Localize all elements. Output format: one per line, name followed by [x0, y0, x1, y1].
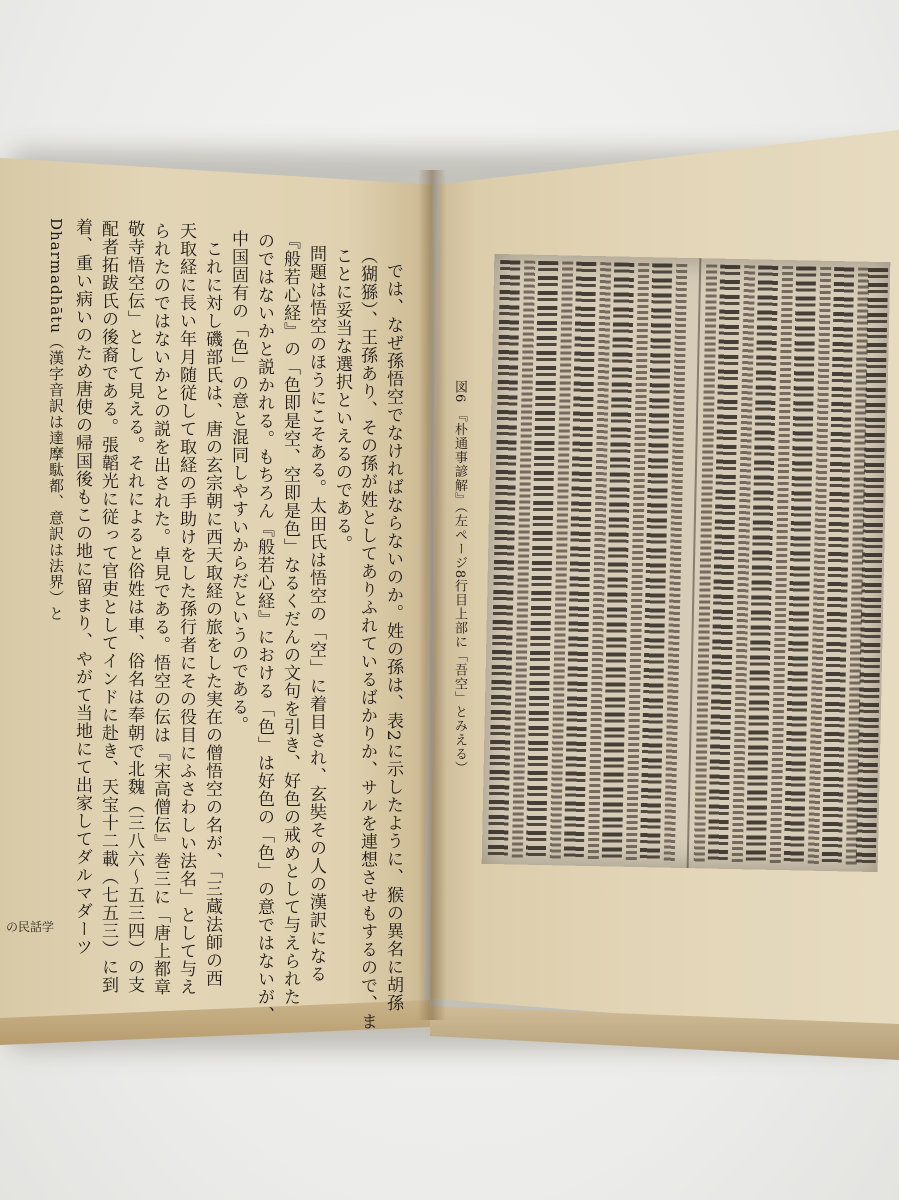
text-column: 『般若心経』の「色即是空、空即是色」なるくだんの文句を引き、好色の戒めとして与えられた: [280, 232, 300, 1006]
text-column: 敬寺悟空伝」として見える。それによると俗姓は車、俗名は奉朝で北魏（三八六〜五三四）の支: [124, 220, 144, 994]
text-column: これに対し磯部氏は、唐の玄宗朝に西天取経の旅をした実在の僧悟空の名が、「三蔵法師の西: [202, 240, 222, 988]
text-column: Dharmadhātu（漢字音訳は達摩駄都、意訳は法界）と: [47, 218, 65, 622]
text-column: 中国固有の「色」の意と混同しやすいからだというのである。: [228, 230, 248, 734]
text-column: 配者拓跋氏の後裔である。張韜光に従って官吏としてインドに赴き、天宝十二載（七五三）に到: [98, 220, 118, 994]
text-column: ことに妥当な選択といえるのである。: [332, 247, 352, 553]
text-column: 問題は悟空のほうにこそある。太田氏は悟空の「空」に着目され、玄奘その人の漢訳になる: [306, 245, 326, 983]
text-column: られたのではないかとの説を出された。卓見である。悟空の伝は『宋高僧伝』巻三に「唐上都章: [150, 222, 170, 996]
page-footer: の民話学: [6, 920, 55, 934]
text-column: では、なぜ孫悟空でなければならないのか。姓の孫は、表2に示したように、猴の異名に胡孫: [383, 262, 403, 1012]
text-column: （猢猻）、王孫あり、その孫が姓としてありふれているばかりか、サルを連想させもするので、ま: [357, 247, 377, 1031]
manuscript-figure: [482, 254, 891, 872]
figure-caption: 図6 『朴通事諺解』（左ページ8行目上部に「吾空」とみえる）: [452, 380, 467, 776]
text-column: 天取経に長い年月随従して取経の手助けをした孫行者にその役目にふさわしい法名」として与え: [176, 222, 196, 996]
text-column: 着、重い病いのため唐使の帰国後もこの地に留まり、やがて当地にて出家してダルマダーツ: [72, 218, 92, 956]
book-gutter: [418, 170, 446, 1020]
text-column: のではないかと説かれる。もちろん『般若心経』における「色」は好色の「色」の意ではないが、: [254, 232, 274, 1024]
